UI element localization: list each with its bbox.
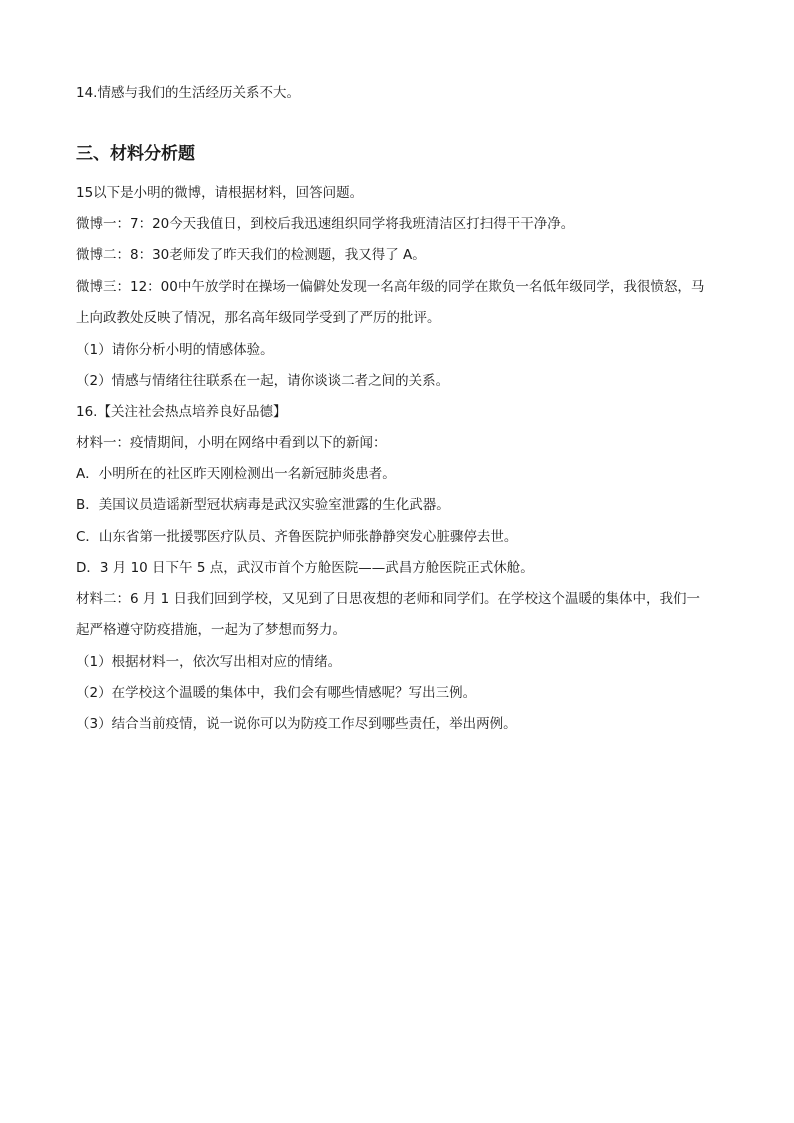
news-item-c: C．山东省第一批援鄂医疗队员、齐鲁医院护师张静静突发心脏骤停去世。: [76, 529, 518, 545]
question-15-sub-1: （1）请你分析小明的情感体验。: [76, 342, 274, 358]
material-2-line-2: 起严格遵守防疫措施，一起为了梦想而努力。: [76, 622, 346, 638]
question-14: 14.情感与我们的生活经历关系不大。: [76, 85, 300, 101]
weibo-3-line-1: 微博三：12：00中午放学时在操场一偏僻处发现一名高年级的同学在欺负一名低年级同学，我很愤怒，马: [76, 279, 705, 295]
question-16-sub-2: （2）在学校这个温暖的集体中，我们会有哪些情感呢？写出三例。: [76, 685, 477, 701]
material-2-line-1: 材料二：6 月 1 日我们回到学校，又见到了日思夜想的老师和同学们。在学校这个温暖的集体中，我们一: [76, 591, 701, 607]
question-15-sub-2: （2）情感与情绪往往联系在一起，请你谈谈二者之间的关系。: [76, 373, 450, 389]
question-16-sub-3: （3）结合当前疫情，说一说你可以为防疫工作尽到哪些责任，举出两例。: [76, 716, 517, 732]
question-15-intro: 15以下是小明的微博，请根据材料，回答问题。: [76, 185, 364, 201]
weibo-2: 微博二：8：30老师发了昨天我们的检测题，我又得了 A。: [76, 247, 426, 263]
question-16-title: 16.【关注社会热点培养良好品德】: [76, 404, 287, 420]
section-title: 三、材料分析题: [76, 144, 195, 164]
news-item-b: B．美国议员造谣新型冠状病毒是武汉实验室泄露的生化武器。: [76, 497, 450, 513]
news-item-d: D．3 月 10 日下午 5 点，武汉市首个方舱医院——武昌方舱医院正式休舱。: [76, 560, 534, 576]
news-item-a: A．小明所在的社区昨天刚检测出一名新冠肺炎患者。: [76, 466, 396, 482]
weibo-3-line-2: 上向政教处反映了情况，那名高年级同学受到了严厉的批评。: [76, 310, 441, 326]
question-16-sub-1: （1）根据材料一，依次写出相对应的情绪。: [76, 654, 342, 670]
weibo-1: 微博一：7：20今天我值日，到校后我迅速组织同学将我班清洁区打扫得干干净净。: [76, 216, 575, 232]
material-1-intro: 材料一：疫情期间，小明在网络中看到以下的新闻：: [76, 435, 387, 451]
